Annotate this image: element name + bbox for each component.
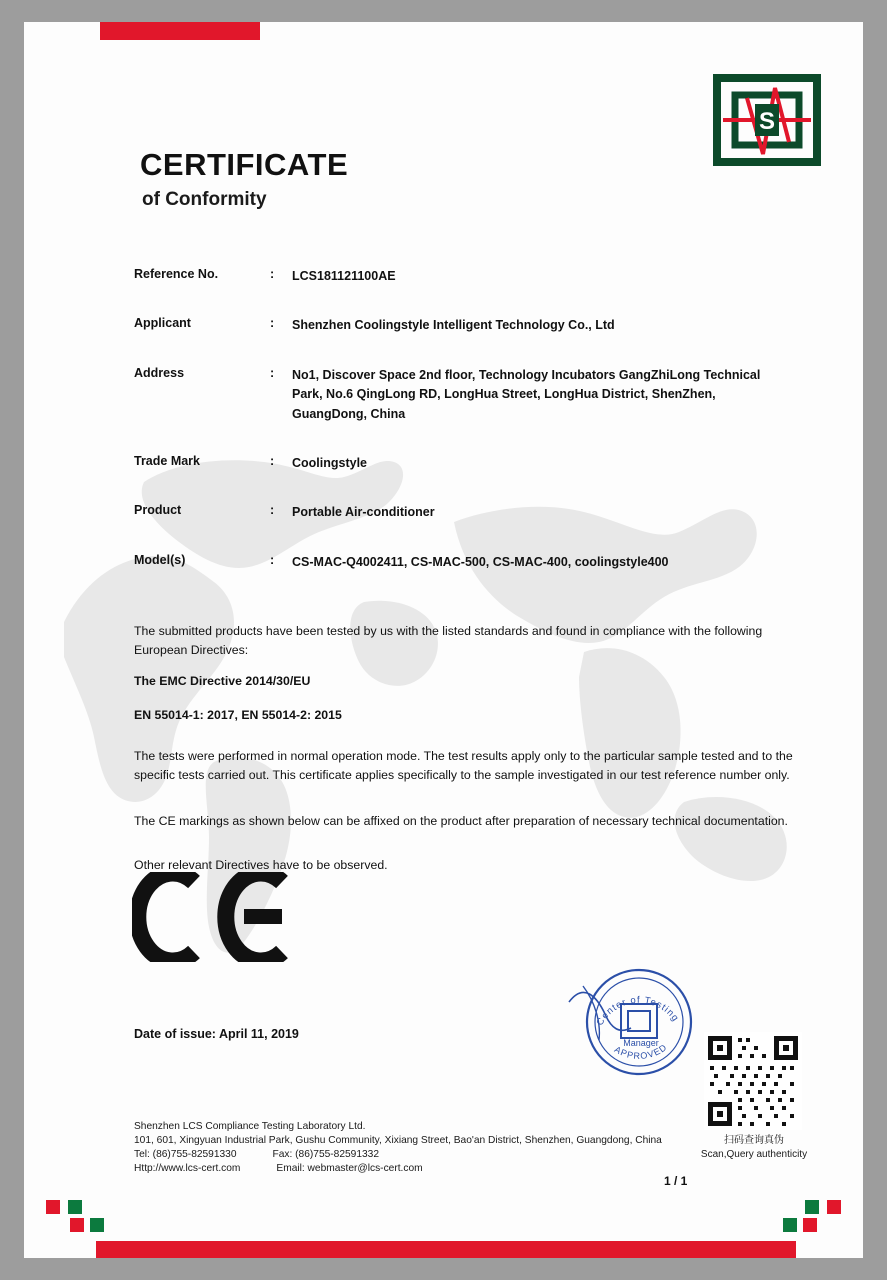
footer-fax: Fax: (86)755-82591332 bbox=[272, 1149, 379, 1161]
field-colon: : bbox=[270, 552, 275, 567]
date-of-issue: Date of issue: April 11, 2019 bbox=[134, 1027, 299, 1041]
field-colon: : bbox=[270, 267, 275, 281]
ce-note-text: The CE markings as shown below can be affixed on the product after preparation of necessary technical documentation. bbox=[134, 814, 788, 828]
field-row-reference-no bbox=[134, 267, 794, 286]
standards-text: EN 55014-1: 2017, EN 55014-2: 2015 bbox=[134, 708, 342, 722]
field-row-address bbox=[134, 366, 794, 424]
field-label: Model(s) bbox=[134, 552, 186, 567]
directive-text: The EMC Directive 2014/30/EU bbox=[134, 674, 311, 688]
certificate-paper bbox=[24, 22, 863, 1258]
field-colon: : bbox=[270, 316, 275, 331]
tests-note-text: The tests were performed in normal operation mode. The test results apply only to the particular sample tested and to the specific tests carried out. This certificate applies specifically to the sample investigated in our test reference number only. bbox=[134, 749, 793, 783]
approval-stamp bbox=[549, 962, 729, 1082]
svg-text:Center of Testing: Center of Testing bbox=[594, 994, 682, 1028]
field-label: Reference No. bbox=[134, 267, 219, 281]
field-colon: : bbox=[270, 453, 275, 468]
field-value: No1, Discover Space 2nd floor, Technology Incubators GangZhiLong Technical Park, No.6 QingLong RD, LongHua Street, LongHua District, ShenZhen, GuangDong, China bbox=[292, 367, 761, 421]
qr-caption bbox=[679, 1134, 829, 1162]
field-row-applicant bbox=[134, 316, 794, 335]
field-label: Product bbox=[134, 503, 182, 518]
field-row-trade-mark bbox=[134, 454, 794, 473]
field-label: Address bbox=[134, 365, 185, 380]
compliance-intro-text: The submitted products have been tested by us with the listed standards and found in compliance with the following European Directives: bbox=[134, 624, 763, 658]
field-label: Trade Mark bbox=[134, 453, 201, 468]
svg-text:APPROVED: APPROVED bbox=[612, 1041, 670, 1062]
footer-email[interactable]: Email: webmaster@lcs-cert.com bbox=[276, 1163, 423, 1175]
field-colon: : bbox=[270, 365, 275, 380]
page-subtitle: of Conformity bbox=[142, 189, 267, 210]
page-title: CERTIFICATE bbox=[140, 147, 349, 182]
field-value: CS-MAC-Q4002411, CS-MAC-500, CS-MAC-400, coolingstyle400 bbox=[292, 554, 669, 569]
footer-website[interactable]: Http://www.lcs-cert.com bbox=[134, 1163, 241, 1175]
footer-company: Shenzhen LCS Compliance Testing Laboratory Ltd. bbox=[134, 1121, 366, 1132]
qr-caption-en: Scan,Query authenticity bbox=[700, 1149, 808, 1160]
field-value: LCS181121100AE bbox=[292, 269, 396, 283]
other-directives-text: Other relevant Directives have to be observed. bbox=[134, 858, 388, 872]
field-row-models bbox=[134, 553, 794, 572]
field-colon: : bbox=[270, 503, 275, 518]
lcs-logo-icon bbox=[713, 74, 821, 166]
field-value: Shenzhen Coolingstyle Intelligent Technology Co., Ltd bbox=[292, 318, 615, 333]
certificate-fields bbox=[134, 267, 794, 602]
qr-code[interactable] bbox=[704, 1032, 802, 1130]
footer-block bbox=[134, 1120, 694, 1176]
footer-address: 101, 601, Xingyuan Industrial Park, Gushu Community, Xixiang Street, Bao'an District, Shenzhen, Guangdong, China bbox=[134, 1135, 662, 1147]
qr-caption-cn: 扫码查询真伪 bbox=[724, 1135, 784, 1146]
field-value: Portable Air-conditioner bbox=[292, 505, 435, 520]
field-row-product bbox=[134, 503, 794, 522]
page-number: 1 / 1 bbox=[664, 1174, 688, 1188]
field-value: Coolingstyle bbox=[292, 455, 368, 470]
footer-tel: Tel: (86)755-82591330 bbox=[134, 1149, 237, 1161]
svg-text:Manager: Manager bbox=[623, 1038, 659, 1048]
field-label: Applicant bbox=[134, 316, 191, 331]
svg-text:S: S bbox=[758, 108, 776, 135]
ce-marking-icon bbox=[132, 872, 292, 962]
